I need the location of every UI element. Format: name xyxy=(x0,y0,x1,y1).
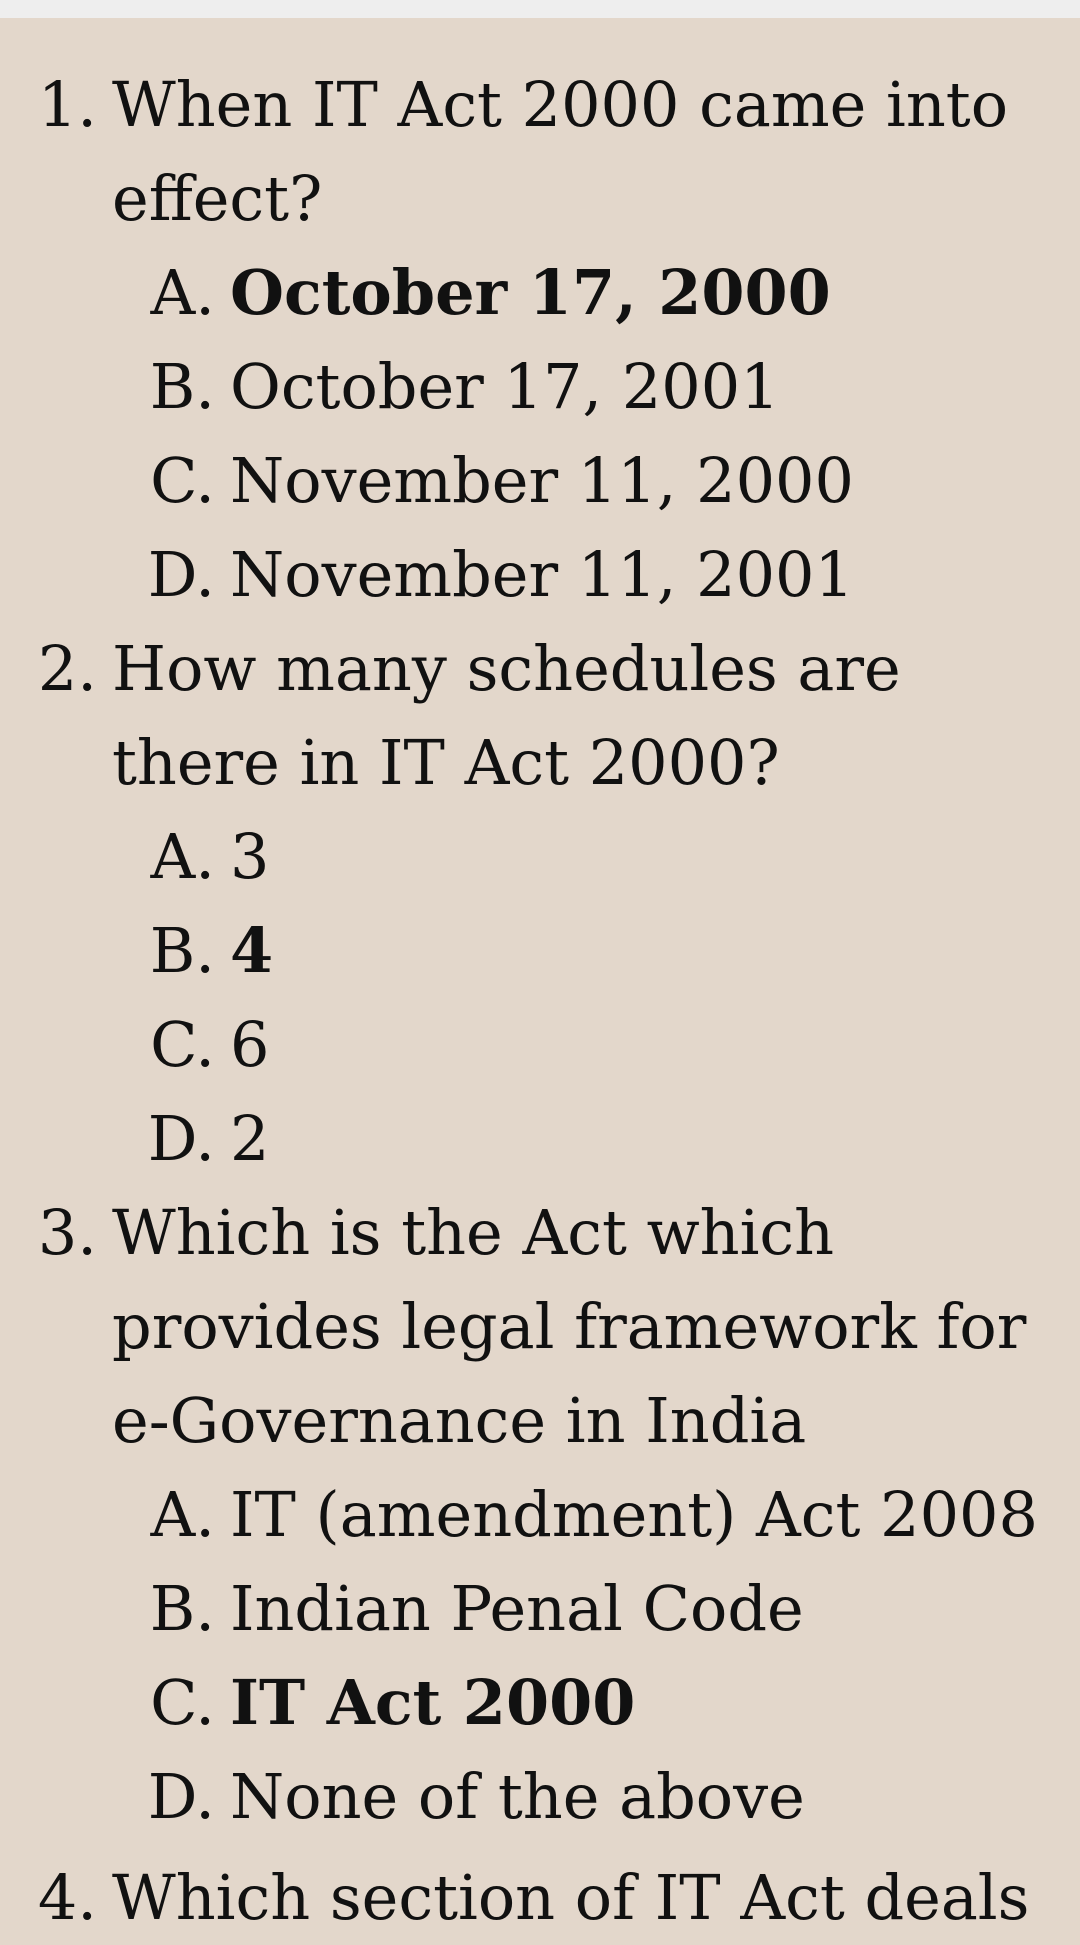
option-letter: A. xyxy=(150,1478,215,1551)
quiz-content xyxy=(0,58,1080,1844)
option-a xyxy=(0,810,1080,904)
option-text: October 17, 2001 xyxy=(230,350,780,423)
option-list xyxy=(0,810,1080,1186)
option-letter: D. xyxy=(147,1760,215,1833)
option-b xyxy=(0,1562,1080,1656)
option-d xyxy=(0,1750,1080,1844)
option-b xyxy=(0,340,1080,434)
question-text: When IT Act 2000 came into effect? xyxy=(112,68,1009,235)
option-letter: A. xyxy=(150,820,215,893)
question-number: 1. xyxy=(37,68,97,141)
question-block-1 xyxy=(0,58,1080,622)
option-letter: D. xyxy=(147,1102,215,1175)
option-text: Indian Penal Code xyxy=(230,1572,804,1645)
option-list xyxy=(0,1468,1080,1844)
option-d xyxy=(0,1092,1080,1186)
question-number: 3. xyxy=(37,1196,97,1269)
option-list xyxy=(0,246,1080,622)
option-text: IT (amendment) Act 2008 xyxy=(230,1478,1038,1551)
option-text-correct: IT Act 2000 xyxy=(230,1666,636,1739)
option-text: 6 xyxy=(230,1008,270,1081)
option-c xyxy=(0,434,1080,528)
next-question-cutoff xyxy=(0,1855,1080,1934)
option-c xyxy=(0,998,1080,1092)
option-letter: C. xyxy=(150,444,215,517)
question-2 xyxy=(0,622,1080,810)
status-bar-strip xyxy=(0,0,1080,18)
option-letter: C. xyxy=(150,1008,215,1081)
option-a xyxy=(0,1468,1080,1562)
option-letter: D. xyxy=(147,538,215,611)
option-text: 2 xyxy=(230,1102,270,1175)
option-d xyxy=(0,528,1080,622)
option-letter: B. xyxy=(149,350,215,423)
option-c xyxy=(0,1656,1080,1750)
question-block-3 xyxy=(0,1186,1080,1844)
option-text: November 11, 2000 xyxy=(230,444,854,517)
question-1 xyxy=(0,58,1080,246)
option-letter: B. xyxy=(149,1572,215,1645)
question-number: 2. xyxy=(37,632,97,705)
option-b xyxy=(0,904,1080,998)
option-a xyxy=(0,246,1080,340)
question-number: 4. xyxy=(37,1861,97,1934)
option-letter: C. xyxy=(150,1666,215,1739)
question-3 xyxy=(0,1186,1080,1468)
question-text: How many schedules are there in IT Act 2000? xyxy=(112,632,901,799)
question-block-2 xyxy=(0,622,1080,1186)
option-text-correct: 4 xyxy=(230,914,274,987)
question-text: Which section of IT Act deals xyxy=(112,1861,1030,1934)
option-letter: B. xyxy=(149,914,215,987)
option-text: November 11, 2001 xyxy=(230,538,854,611)
option-text: 3 xyxy=(230,820,270,893)
question-text: Which is the Act which provides legal framework for e-Governance in India xyxy=(112,1196,1027,1457)
option-text-correct: October 17, 2000 xyxy=(230,256,831,329)
option-letter: A. xyxy=(150,256,215,329)
option-text: None of the above xyxy=(230,1760,805,1833)
